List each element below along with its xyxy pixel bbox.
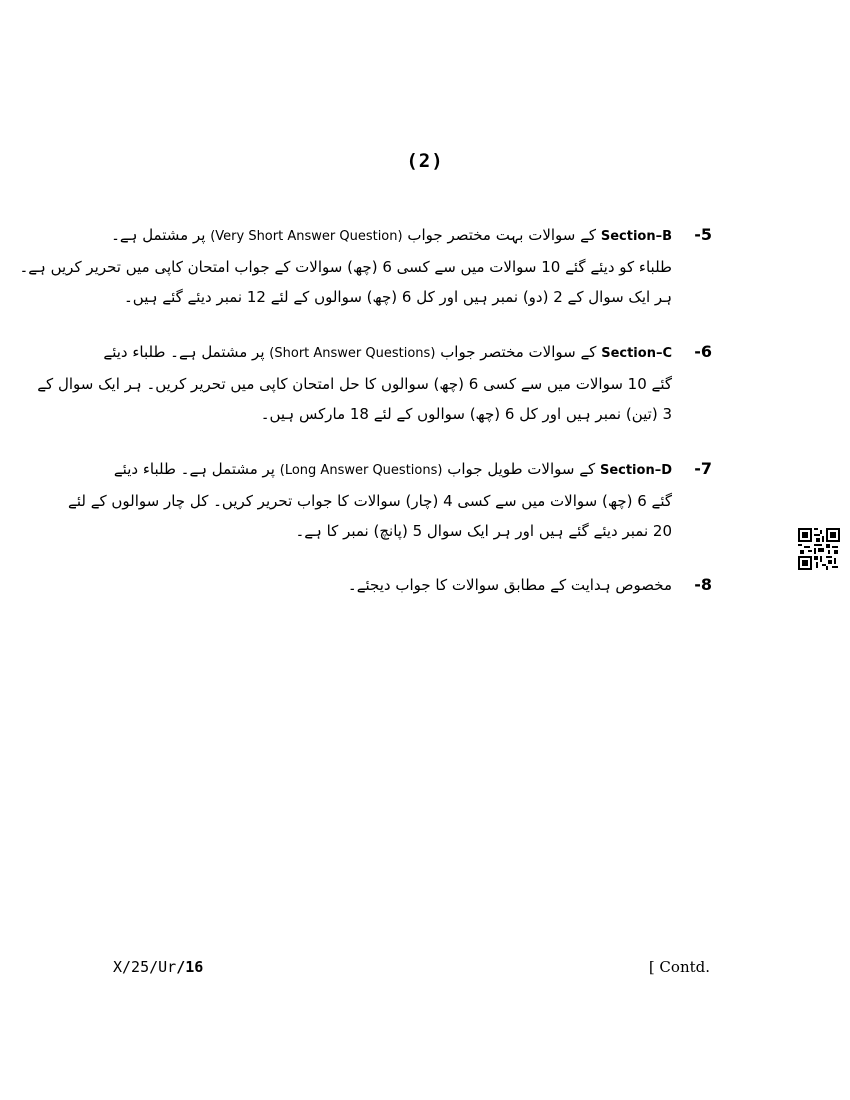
instruction-text: [68, 454, 672, 546]
instruction-7: [68, 454, 712, 546]
instruction-text: [112, 570, 672, 600]
instruction-line: [112, 220, 672, 252]
answer-type: (Short Answer Questions): [269, 346, 436, 361]
instruction-line: طلباء کو دیئے گئے 10 سوالات میں سے کسی 6 (چھ) سوالات کے جواب امتحان کاپی میں تحریر کریں ہے۔: [19, 258, 672, 276]
instruction-number: -6: [694, 342, 712, 361]
instruction-8: [112, 570, 712, 600]
instruction-line: گئے 6 (چھ) سوالات میں سے کسی 4 (چار) سوالات کا جواب تحریر کریں۔ کل چار سوالوں کے لئے: [68, 492, 672, 510]
instruction-line: ہر ایک سوال کے 2 (دو) نمبر ہیں اور کل 6 (چھ) سوالوں کے لئے 12 نمبر دیئے گئے ہیں۔: [124, 288, 672, 306]
instruction-text: [37, 337, 672, 429]
instruction-line: [112, 454, 672, 486]
paper-code: [113, 958, 203, 976]
instruction-line: [103, 337, 672, 369]
section-label: Section–C: [601, 346, 672, 361]
line-text: پر مشتمل ہے۔ طلباء دیئے: [113, 460, 275, 478]
instruction-number: -5: [694, 225, 712, 244]
answer-type: (Very Short Answer Question): [210, 229, 403, 244]
line-text: کے سوالات مختصر جواب: [440, 343, 597, 361]
instruction-number: -7: [694, 459, 712, 478]
continued-marker: [ Contd.: [648, 958, 710, 976]
answer-type-label: Very Short Answer Question: [215, 229, 398, 244]
instruction-line: 3 (تین) نمبر ہیں اور کل 6 (چھ) سوالوں کے لئے 18 مارکس ہیں۔: [260, 405, 672, 423]
paper-code-suffix: /16: [176, 958, 204, 976]
instruction-line: مخصوص ہدایت کے مطابق سوالات کا جواب دیجئے۔: [347, 576, 672, 594]
instruction-number: -8: [694, 575, 712, 594]
page-number: (2): [406, 150, 444, 172]
instruction-line: گئے 10 سوالات میں سے کسی 6 (چھ) سوالوں کا حل امتحان کاپی میں تحریر کریں۔ ہر ایک سوال کے: [37, 375, 672, 393]
line-text: کے سوالات طویل جواب: [447, 460, 596, 478]
line-text: کے سوالات بہت مختصر جواب: [407, 226, 597, 244]
answer-type-label: Long Answer Questions: [284, 463, 438, 478]
section-label: Section–B: [600, 229, 672, 244]
qr-code-icon: [798, 528, 840, 570]
answer-type-label: Short Answer Questions: [274, 346, 431, 361]
paper-code-prefix: X/25/Ur: [113, 958, 177, 976]
section-label: Section–D: [599, 463, 672, 478]
instruction-5: [19, 220, 712, 312]
instruction-text: [19, 220, 672, 312]
instruction-line: 20 نمبر دیئے گئے ہیں اور ہر ایک سوال 5 (پانچ) نمبر کا ہے۔: [295, 522, 672, 540]
line-text: پر مشتمل ہے۔ طلباء دیئے: [103, 343, 265, 361]
line-text: پر مشتمل ہے۔: [111, 226, 206, 244]
answer-type: (Long Answer Questions): [279, 463, 443, 478]
instruction-6: [37, 337, 712, 429]
